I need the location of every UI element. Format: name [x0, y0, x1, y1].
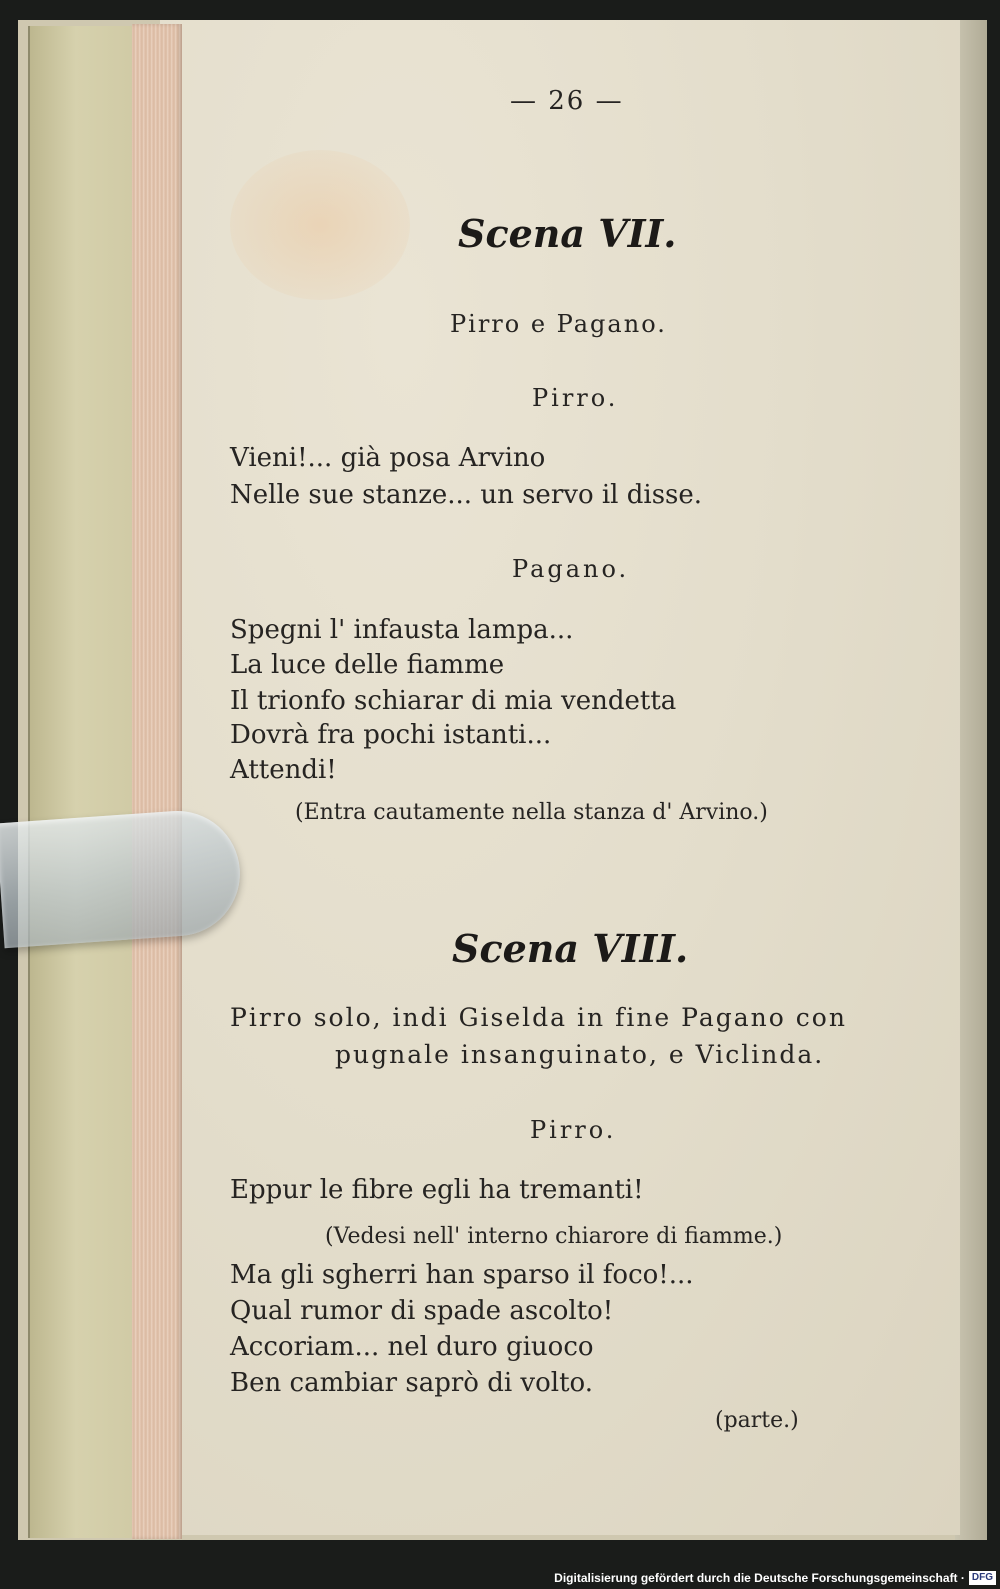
verse-line: Ben cambiar saprò di volto. — [230, 1368, 593, 1398]
scene-8-characters-line-2: pugnale insanguinato, e Viclinda. — [335, 1040, 825, 1069]
book-page — [160, 20, 960, 1535]
scene-8-characters-line-1: Pirro solo, indi Giselda in fine Pagano con — [230, 1003, 847, 1032]
verse-line: Ma gli sgherri han sparso il foco!... — [230, 1260, 694, 1290]
scene-7-speaker-pirro: Pirro. — [532, 384, 619, 412]
scene-7-speaker-pagano: Pagano. — [512, 555, 630, 583]
scene-7-characters: Pirro e Pagano. — [450, 310, 667, 338]
stage-direction-exit: (parte.) — [715, 1408, 799, 1433]
verse-line: Qual rumor di spade ascolto! — [230, 1296, 614, 1326]
book-cover — [28, 26, 145, 1538]
dfg-logo: DFG — [969, 1571, 996, 1585]
verse-line: Eppur le fibre egli ha tremanti! — [230, 1175, 644, 1205]
verse-line: Accoriam... nel duro giuoco — [230, 1332, 594, 1362]
footer-text: Digitalisierung gefördert durch die Deutsche Forschungsgemeinschaft · — [554, 1571, 965, 1585]
scene-7-title: Scena VII. — [458, 211, 677, 256]
page-number: — 26 — — [510, 86, 624, 116]
stage-direction: (Vedesi nell' interno chiarore di fiamme.) — [325, 1224, 783, 1249]
scene-8-speaker-pirro: Pirro. — [530, 1116, 617, 1144]
verse-line: Il trionfo schiarar di mia vendetta — [230, 686, 677, 716]
scene-8-title: Scena VIII. — [452, 926, 689, 971]
verse-line: Attendi! — [230, 755, 337, 785]
page-edges — [132, 24, 182, 1539]
verse-line: La luce delle fiamme — [230, 650, 505, 680]
stage-direction: (Entra cautamente nella stanza d' Arvino.) — [295, 800, 768, 825]
verse-line: Vieni!... già posa Arvino — [230, 443, 546, 473]
digitization-footer — [554, 1570, 996, 1586]
verse-line: Nelle sue stanze... un servo il disse. — [230, 480, 703, 510]
page-stain — [230, 150, 410, 300]
verse-line: Dovrà fra pochi istanti... — [230, 720, 552, 750]
verse-line: Spegni l' infausta lampa... — [230, 615, 574, 645]
glass-page-holder — [0, 807, 244, 948]
